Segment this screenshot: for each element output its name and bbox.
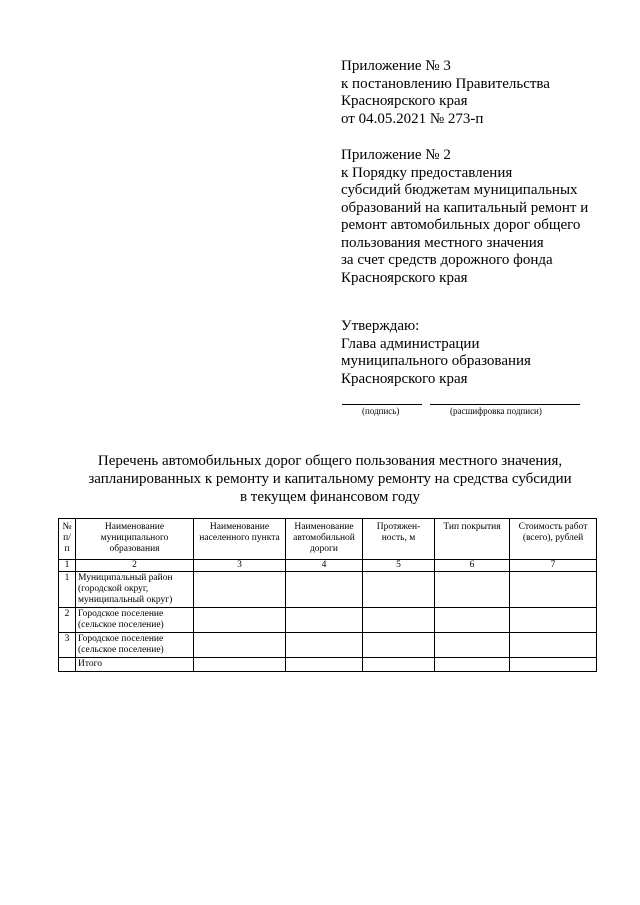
column-number-row bbox=[59, 560, 597, 572]
table-row bbox=[59, 572, 597, 608]
approval-block bbox=[341, 318, 531, 388]
column-number: 6 bbox=[435, 560, 510, 572]
column-number: 4 bbox=[286, 560, 363, 572]
annex-2-line: ремонт автомобильных дорог общего bbox=[341, 217, 581, 233]
settlement-cell bbox=[194, 572, 286, 608]
cost-cell bbox=[510, 608, 597, 633]
title-line: запланированных к ремонту и капитальному ремонту на средства субсидии bbox=[88, 471, 572, 487]
approval-line: Красноярского края bbox=[341, 370, 468, 387]
column-number: 2 bbox=[76, 560, 194, 572]
surface-cell bbox=[435, 633, 510, 658]
title-line: Перечень автомобильных дорог общего пользования местного значения, bbox=[97, 453, 563, 469]
approval-line: Глава администрации bbox=[341, 335, 480, 352]
annex-3-line: Приложение № 3 bbox=[341, 58, 451, 74]
total-cell bbox=[510, 658, 597, 672]
header-cell: Наименование автомобильной дороги bbox=[286, 519, 363, 560]
document-title bbox=[0, 452, 640, 506]
annex-2-header bbox=[341, 147, 588, 287]
cost-cell bbox=[510, 633, 597, 658]
length-cell bbox=[363, 572, 435, 608]
annex-2-line: пользования местного значения bbox=[341, 234, 544, 251]
approval-line: муниципального образования bbox=[341, 353, 531, 369]
header-cell: № п/п bbox=[59, 519, 76, 560]
signature-decoding-line bbox=[430, 404, 580, 405]
row-number: 3 bbox=[59, 633, 76, 658]
road-cell bbox=[286, 633, 363, 658]
title-line: в текущем финансовом году bbox=[239, 489, 421, 505]
total-index-cell bbox=[59, 658, 76, 672]
settlement-cell bbox=[194, 608, 286, 633]
approval-line: Утверждаю: bbox=[341, 318, 420, 334]
header-cell: Наименование муниципального образования bbox=[76, 519, 194, 560]
road-cell bbox=[286, 608, 363, 633]
annex-2-line: Красноярского края bbox=[341, 269, 468, 286]
length-cell bbox=[363, 608, 435, 633]
column-number: 3 bbox=[194, 560, 286, 572]
table-header-row bbox=[59, 519, 597, 560]
row-number: 2 bbox=[59, 608, 76, 633]
surface-cell bbox=[435, 608, 510, 633]
annex-2-line: к Порядку предоставления bbox=[341, 164, 513, 181]
column-number: 7 bbox=[510, 560, 597, 572]
total-row bbox=[59, 658, 597, 672]
annex-2-line: за счет средств дорожного фонда bbox=[341, 252, 553, 268]
annex-3-line: от 04.05.2021 № 273-п bbox=[341, 110, 484, 127]
table-row bbox=[59, 608, 597, 633]
municipality-name: Городское поселение (сельское поселение) bbox=[76, 633, 194, 658]
annex-3-header bbox=[341, 58, 550, 128]
total-cell bbox=[194, 658, 286, 672]
row-number: 1 bbox=[59, 572, 76, 608]
signature-caption: (подпись) bbox=[362, 406, 400, 416]
annex-3-line: Красноярского края bbox=[341, 93, 468, 109]
annex-2-line: образований на капитальный ремонт и bbox=[341, 199, 589, 216]
municipality-name: Городское поселение (сельское поселение) bbox=[76, 608, 194, 633]
total-label: Итого bbox=[76, 658, 194, 672]
header-cell: Наименование населенного пункта bbox=[194, 519, 286, 560]
total-cell bbox=[363, 658, 435, 672]
annex-2-line: субсидий бюджетам муниципальных bbox=[341, 182, 578, 198]
total-cell bbox=[286, 658, 363, 672]
annex-3-line: к постановлению Правительства bbox=[341, 75, 550, 92]
roads-table bbox=[58, 518, 597, 672]
header-cell: Тип покрытия bbox=[435, 519, 510, 560]
surface-cell bbox=[435, 572, 510, 608]
column-number: 1 bbox=[59, 560, 76, 572]
table-row bbox=[59, 633, 597, 658]
signature-line bbox=[342, 404, 422, 405]
length-cell bbox=[363, 633, 435, 658]
column-number: 5 bbox=[363, 560, 435, 572]
cost-cell bbox=[510, 572, 597, 608]
total-cell bbox=[435, 658, 510, 672]
signature-decoding-caption: (расшифровка подписи) bbox=[450, 406, 542, 416]
annex-2-line: Приложение № 2 bbox=[341, 147, 451, 163]
header-cell: Стоимость работ (всего), рублей bbox=[510, 519, 597, 560]
municipality-name: Муниципальный район (городской округ, муниципальный округ) bbox=[76, 572, 194, 608]
road-cell bbox=[286, 572, 363, 608]
header-cell: Протяжен-ность, м bbox=[363, 519, 435, 560]
settlement-cell bbox=[194, 633, 286, 658]
